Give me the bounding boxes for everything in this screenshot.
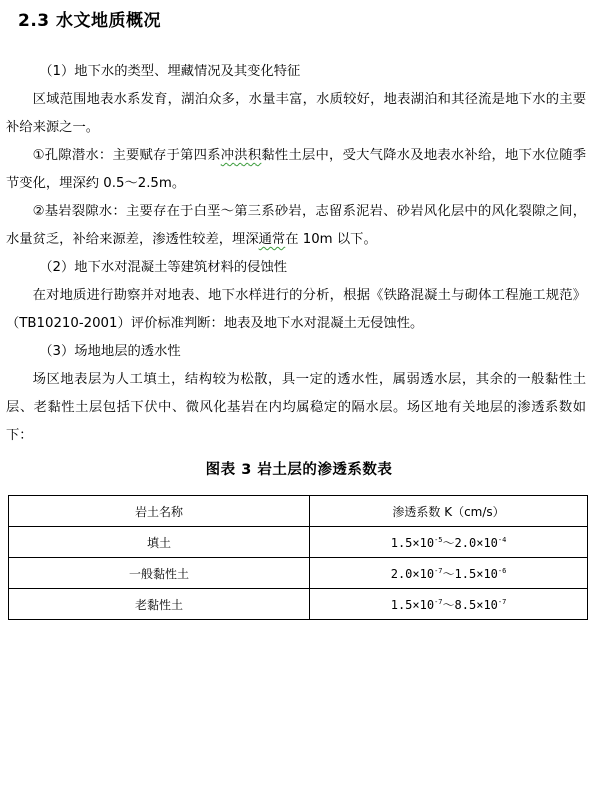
- coef-low-exp: -5: [434, 535, 443, 544]
- soil-name-cell: 填土: [9, 527, 310, 558]
- spellcheck-underline-word: 通常: [258, 232, 286, 247]
- range-sep: ～: [442, 597, 455, 612]
- paragraph-corrosion: 在对地质进行勘察并对地表、地下水样进行的分析，根据《铁路混凝土与砌体工程施工规范》（TB10210-2001）评价标准判断：地表及地下水对混凝土无侵蚀性。: [6, 288, 586, 331]
- soil-name-cell: 一般黏性土: [9, 558, 310, 589]
- coef-low-exp: -7: [434, 566, 443, 575]
- coef-high: 1.5×10: [454, 566, 498, 581]
- coef-low: 1.5×10: [390, 597, 435, 612]
- table-row: [9, 558, 588, 589]
- fissure-water-text-a: ②基岩裂隙水：主要存在于白垩～第三系砂岩，志留系泥岩、砂岩风化层中的风化裂隙之间，水量贫乏，补给来源差，渗透性较差，埋深: [6, 204, 586, 247]
- coef-low-exp: -7: [434, 597, 443, 606]
- document-body: [6, 58, 586, 450]
- soil-name-cell: 老黏性土: [9, 589, 310, 620]
- pore-water-text-b: 黏性土层中，受大气降水及地表水补给，地下水位随季节变化，埋深约 0.5～2.5m。: [6, 148, 587, 191]
- table-caption: 图表 3 岩土层的渗透系数表: [205, 462, 393, 478]
- table-row: [9, 527, 588, 558]
- coefficient-cell: [310, 589, 588, 620]
- coefficient-cell: [310, 527, 588, 558]
- subsection-title-3: （3）场地地层的透水性: [39, 344, 181, 359]
- pore-water-text-a: ①孔隙潜水：主要赋存于第四系: [32, 148, 221, 163]
- coef-low: 1.5×10: [390, 535, 435, 550]
- column-header-soil-name: 岩土名称: [9, 496, 310, 527]
- table-header-row: [9, 496, 588, 527]
- paragraph-fissure-water: [6, 198, 586, 254]
- table-row: [9, 589, 588, 620]
- coef-high: 2.0×10: [454, 535, 498, 550]
- subsection-title-2: （2）地下水对混凝土等建筑材料的侵蚀性: [39, 260, 288, 275]
- section-heading: 2.3 水文地质概况: [18, 11, 162, 31]
- paragraph-permeability: 场区地表层为人工填土，结构较为松散，具一定的透水性，属弱透水层，其余的一般黏性土层、老黏性土层包括下伏中、微风化基岩在内均属稳定的隔水层。场区地有关地层的渗透系数如下：: [6, 372, 586, 443]
- coef-high-exp: -7: [497, 597, 507, 606]
- coef-low: 2.0×10: [390, 566, 435, 581]
- coef-high-exp: -6: [497, 566, 507, 575]
- paragraph-surface-water: 区域范围地表水系发育，湖泊众多，水量丰富，水质较好，地表湖泊和其径流是地下水的主要补给来源之一。: [6, 92, 586, 135]
- column-header-coefficient: 渗透系数 K（cm/s）: [310, 496, 588, 527]
- spellcheck-underline-word: 冲洪积: [220, 148, 262, 163]
- range-sep: ～: [442, 566, 455, 581]
- permeability-table: [8, 495, 588, 620]
- range-sep: ～: [442, 535, 455, 550]
- fissure-water-text-b: 在 10m 以下。: [285, 232, 377, 247]
- coefficient-cell: [310, 558, 588, 589]
- subsection-title-1: （1）地下水的类型、埋藏情况及其变化特征: [39, 64, 301, 79]
- coef-high: 8.5×10: [454, 597, 498, 612]
- paragraph-pore-water: [6, 142, 586, 198]
- coef-high-exp: -4: [497, 535, 507, 544]
